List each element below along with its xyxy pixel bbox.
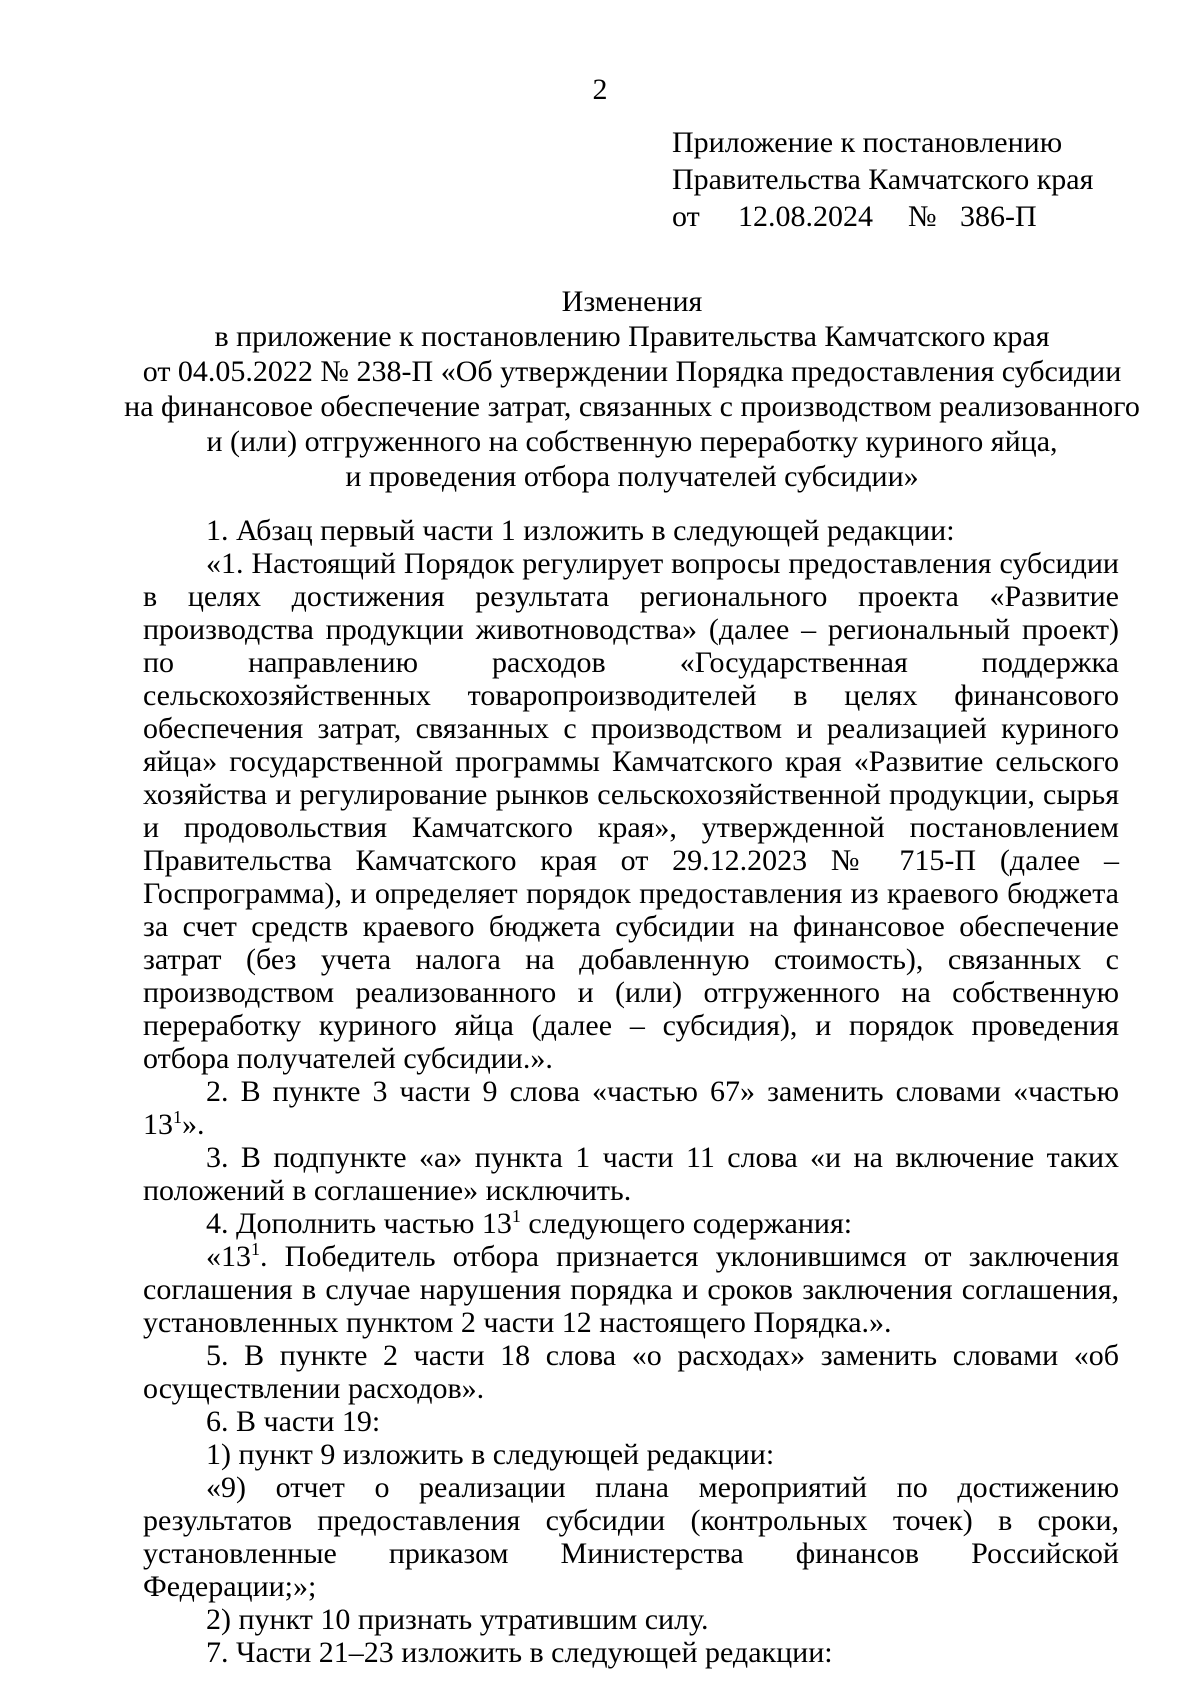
paragraph-5-tail: следующего содержания: xyxy=(520,1207,853,1240)
title-line-6: и проведения отбора получателей субсидии» xyxy=(345,460,919,493)
paragraph-6 xyxy=(143,1240,1119,1339)
document-title xyxy=(0,284,1200,494)
annex-line-1: Приложение к постановлению xyxy=(672,126,1063,159)
paragraph-3 xyxy=(143,1075,1119,1141)
paragraph-11: 2) пункт 10 признать утратившим силу. xyxy=(206,1603,709,1636)
annex-number-sign: № xyxy=(908,200,937,233)
paragraph-5-text: 4. Дополнить частью 13 xyxy=(206,1207,512,1240)
annex-line-3 xyxy=(672,198,1093,235)
paragraph-3-text: 2. В пункте 3 части 9 слова «частью 67» заменить словами «частью 13 xyxy=(143,1075,1119,1141)
paragraph-1: 1. Абзац первый части 1 изложить в следующей редакции: xyxy=(206,514,955,547)
paragraph-5 xyxy=(143,1207,1119,1240)
document-body xyxy=(143,514,1119,1669)
annex-from-label: от xyxy=(672,200,700,233)
annex-header xyxy=(672,124,1093,235)
page-number: 2 xyxy=(592,73,608,106)
paragraph-6-tail: . Победитель отбора признается уклонившимся от заключения соглашения в случае нарушения порядка и сроков заключения соглашения, установленных пунктом 2 части 12 настоящего Порядка.». xyxy=(143,1240,1119,1339)
title-line-5: и (или) отгруженного на собственную переработку куриного яйца, xyxy=(206,425,1058,458)
paragraph-4: 3. В подпункте «а» пункта 1 части 11 слова «и на включение таких положений в соглашение» исключить. xyxy=(143,1141,1119,1207)
paragraph-5-superscript: 1 xyxy=(511,1206,521,1226)
paragraph-7: 5. В пункте 2 части 18 слова «о расходах» заменить словами «об осуществлении расходов». xyxy=(143,1339,1119,1405)
annex-number: 386-П xyxy=(960,200,1037,233)
title-line-4: на финансовое обеспечение затрат, связанных с производством реализованного xyxy=(124,390,1140,423)
paragraph-8: 6. В части 19: xyxy=(206,1405,381,1438)
annex-date: 12.08.2024 xyxy=(738,200,873,233)
paragraph-3-superscript: 1 xyxy=(173,1107,182,1127)
title-line-1: Изменения xyxy=(561,285,703,318)
paragraph-6-superscript: 1 xyxy=(251,1239,260,1259)
paragraph-3-tail: ». xyxy=(182,1108,205,1141)
paragraph-9: 1) пункт 9 изложить в следующей редакции: xyxy=(206,1438,775,1471)
paragraph-6-text: «13 xyxy=(206,1240,251,1273)
annex-line-2: Правительства Камчатского края xyxy=(672,163,1094,196)
title-line-3: от 04.05.2022 № 238-П «Об утверждении Порядка предоставления субсидии xyxy=(142,355,1122,388)
paragraph-2: «1. Настоящий Порядок регулирует вопросы предоставления субсидии в целях достижения результата регионального проекта «Развитие производства продукции животноводства» (далее – региональный проект) по направлению расходов «Государственная поддержка сельскохозяйственных товаропроизводителей в целях финансового обеспечения затрат, связанных с производством и реализацией куриного яйца» государственной программы Камчатского края «Развитие сельского хозяйства и регулирование рынков сельскохозяйственной продукции, сырья и продовольствия Камчатского края», утвержденной постановлением Правительства Камчатского края от 29.12.2023 № 715-П (далее – Госпрограмма), и определяет порядок предоставления из краевого бюджета за счет средств краевого бюджета субсидии на финансовое обеспечение затрат (без учета налога на добавленную стоимость), связанных с производством реализованного и (или) отгруженного на собственную переработку куриного яйца (далее – субсидия), и порядок проведения отбора получателей субсидии.». xyxy=(143,547,1119,1075)
title-line-2: в приложение к постановлению Правительства Камчатского края xyxy=(214,320,1050,353)
paragraph-12: 7. Части 21–23 изложить в следующей редакции: xyxy=(206,1636,833,1669)
paragraph-10: «9) отчет о реализации плана мероприятий по достижению результатов предоставления субсидии (контрольных точек) в сроки, установленные приказом Министерства финансов Российской Федерации;»; xyxy=(143,1471,1119,1603)
